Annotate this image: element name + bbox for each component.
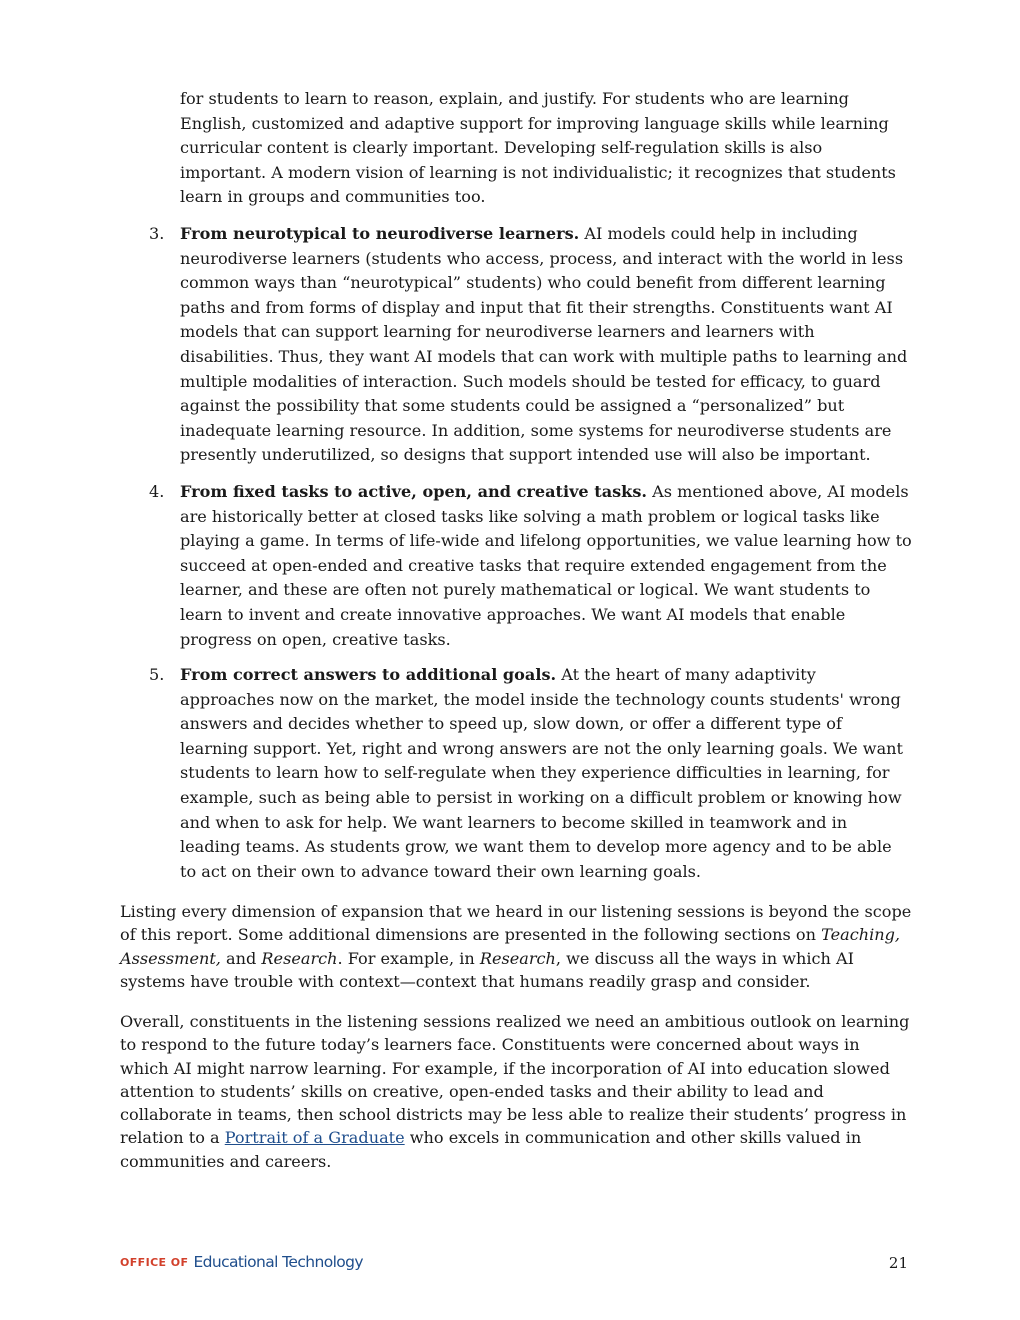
portrait-of-a-graduate-link[interactable]: Portrait of a Graduate xyxy=(224,1128,405,1148)
list-number: 4. xyxy=(149,482,165,501)
list-item-3 xyxy=(149,222,912,468)
paragraph-text: , we discuss all the ways in which AI systems have trouble with context—context that humans readily grasp and consider. xyxy=(120,948,854,991)
list-number: 3. xyxy=(149,224,165,243)
list-item-body: As mentioned above, AI models are historically better at closed tasks like solving a math problem or logical tasks like playing a game. In terms of life-wide and lifelong opportunities, we value learning how to succeed at open-ended and creative tasks that require extended engagement from the learner, and these are often not purely mathematical or logical. We want students to learn to invent and create innovative approaches. We want AI models that enable progress on open, creative tasks. xyxy=(180,482,912,649)
logo-office-of: OFFICE OF xyxy=(120,1256,189,1269)
list-number: 5. xyxy=(149,665,165,684)
list-item-title: From neurotypical to neurodiverse learners. xyxy=(180,224,580,243)
list-item-title: From fixed tasks to active, open, and creative tasks. xyxy=(180,482,648,501)
italic-section-name: Teaching, Assessment, xyxy=(120,925,901,968)
paragraph-text: and xyxy=(220,948,262,968)
paragraph-text: Listing every dimension of expansion that we heard in our listening sessions is beyond the scope of this report. Some additional dimensions are presented in the following sections on xyxy=(120,902,912,945)
office-logo xyxy=(120,1252,363,1272)
list-continuation-text: for students to learn to reason, explain, and justify. For students who are learning English, customized and adaptive support for improving language skills while learning curricular content is clearly important. Developing self-regulation skills is also important. A modern vision of learning is not individualistic; it recognizes that students learn in groups and communities too. xyxy=(180,89,896,207)
page-number: 21 xyxy=(888,1254,908,1272)
paragraph-text: who excels in communication and other skills valued in communities and careers. xyxy=(120,1128,862,1171)
italic-section-name: Research xyxy=(479,948,556,968)
paragraph-text: . For example, in xyxy=(337,948,480,968)
list-item-body: AI models could help in including neurodiverse learners (students who access, process, and interact with the world in less common ways than “neurotypical” students) who could benefit from different learning paths and from forms of display and input that fit their strengths. Constituents want AI models that can support learning for neurodiverse learners and learners with disabilities. Thus, they want AI models that can work with multiple paths to learning and multiple modalities of interaction. Such models should be tested for efficacy, to guard against the possibility that some students could be assigned a “personalized” but inadequate learning resource. In addition, some systems for neurodiverse students are presently underutilized, so designs that support intended use will also be important. xyxy=(180,224,908,465)
italic-section-name: Research xyxy=(261,948,338,968)
paragraph-overall xyxy=(120,1010,912,1173)
list-item-body: At the heart of many adaptivity approaches now on the market, the model inside the technology counts students' wrong answers and decides whether to speed up, slow down, or offer a different type of learning support. Yet, right and wrong answers are not the only learning goals. We want students to learn how to self-regulate when they experience difficulties in learning, for example, such as being able to persist in working on a difficult problem or knowing how and when to ask for help. We want learners to become skilled in teamwork and in leading teams. As students grow, we want them to develop more agency and to be able to act on their own to advance toward their own learning goals. xyxy=(180,665,904,881)
list-item-5 xyxy=(149,663,912,884)
list-item-title: From correct answers to additional goals. xyxy=(180,665,557,684)
list-item-4 xyxy=(149,480,912,652)
paragraph-text: Overall, constituents in the listening sessions realized we need an ambitious outlook on learning to respond to the future today’s learners face. Constituents were concerned about ways in which AI might narrow learning. For example, if the incorporation of AI into education slowed attention to students’ skills on creative, open-ended tasks and their ability to lead and collaborate in teams, then school districts may be less able to realize their students’ progress in relation to a xyxy=(120,1012,910,1148)
paragraph-dimensions xyxy=(120,900,912,993)
logo-educational-technology: Educational Technology xyxy=(193,1253,363,1271)
